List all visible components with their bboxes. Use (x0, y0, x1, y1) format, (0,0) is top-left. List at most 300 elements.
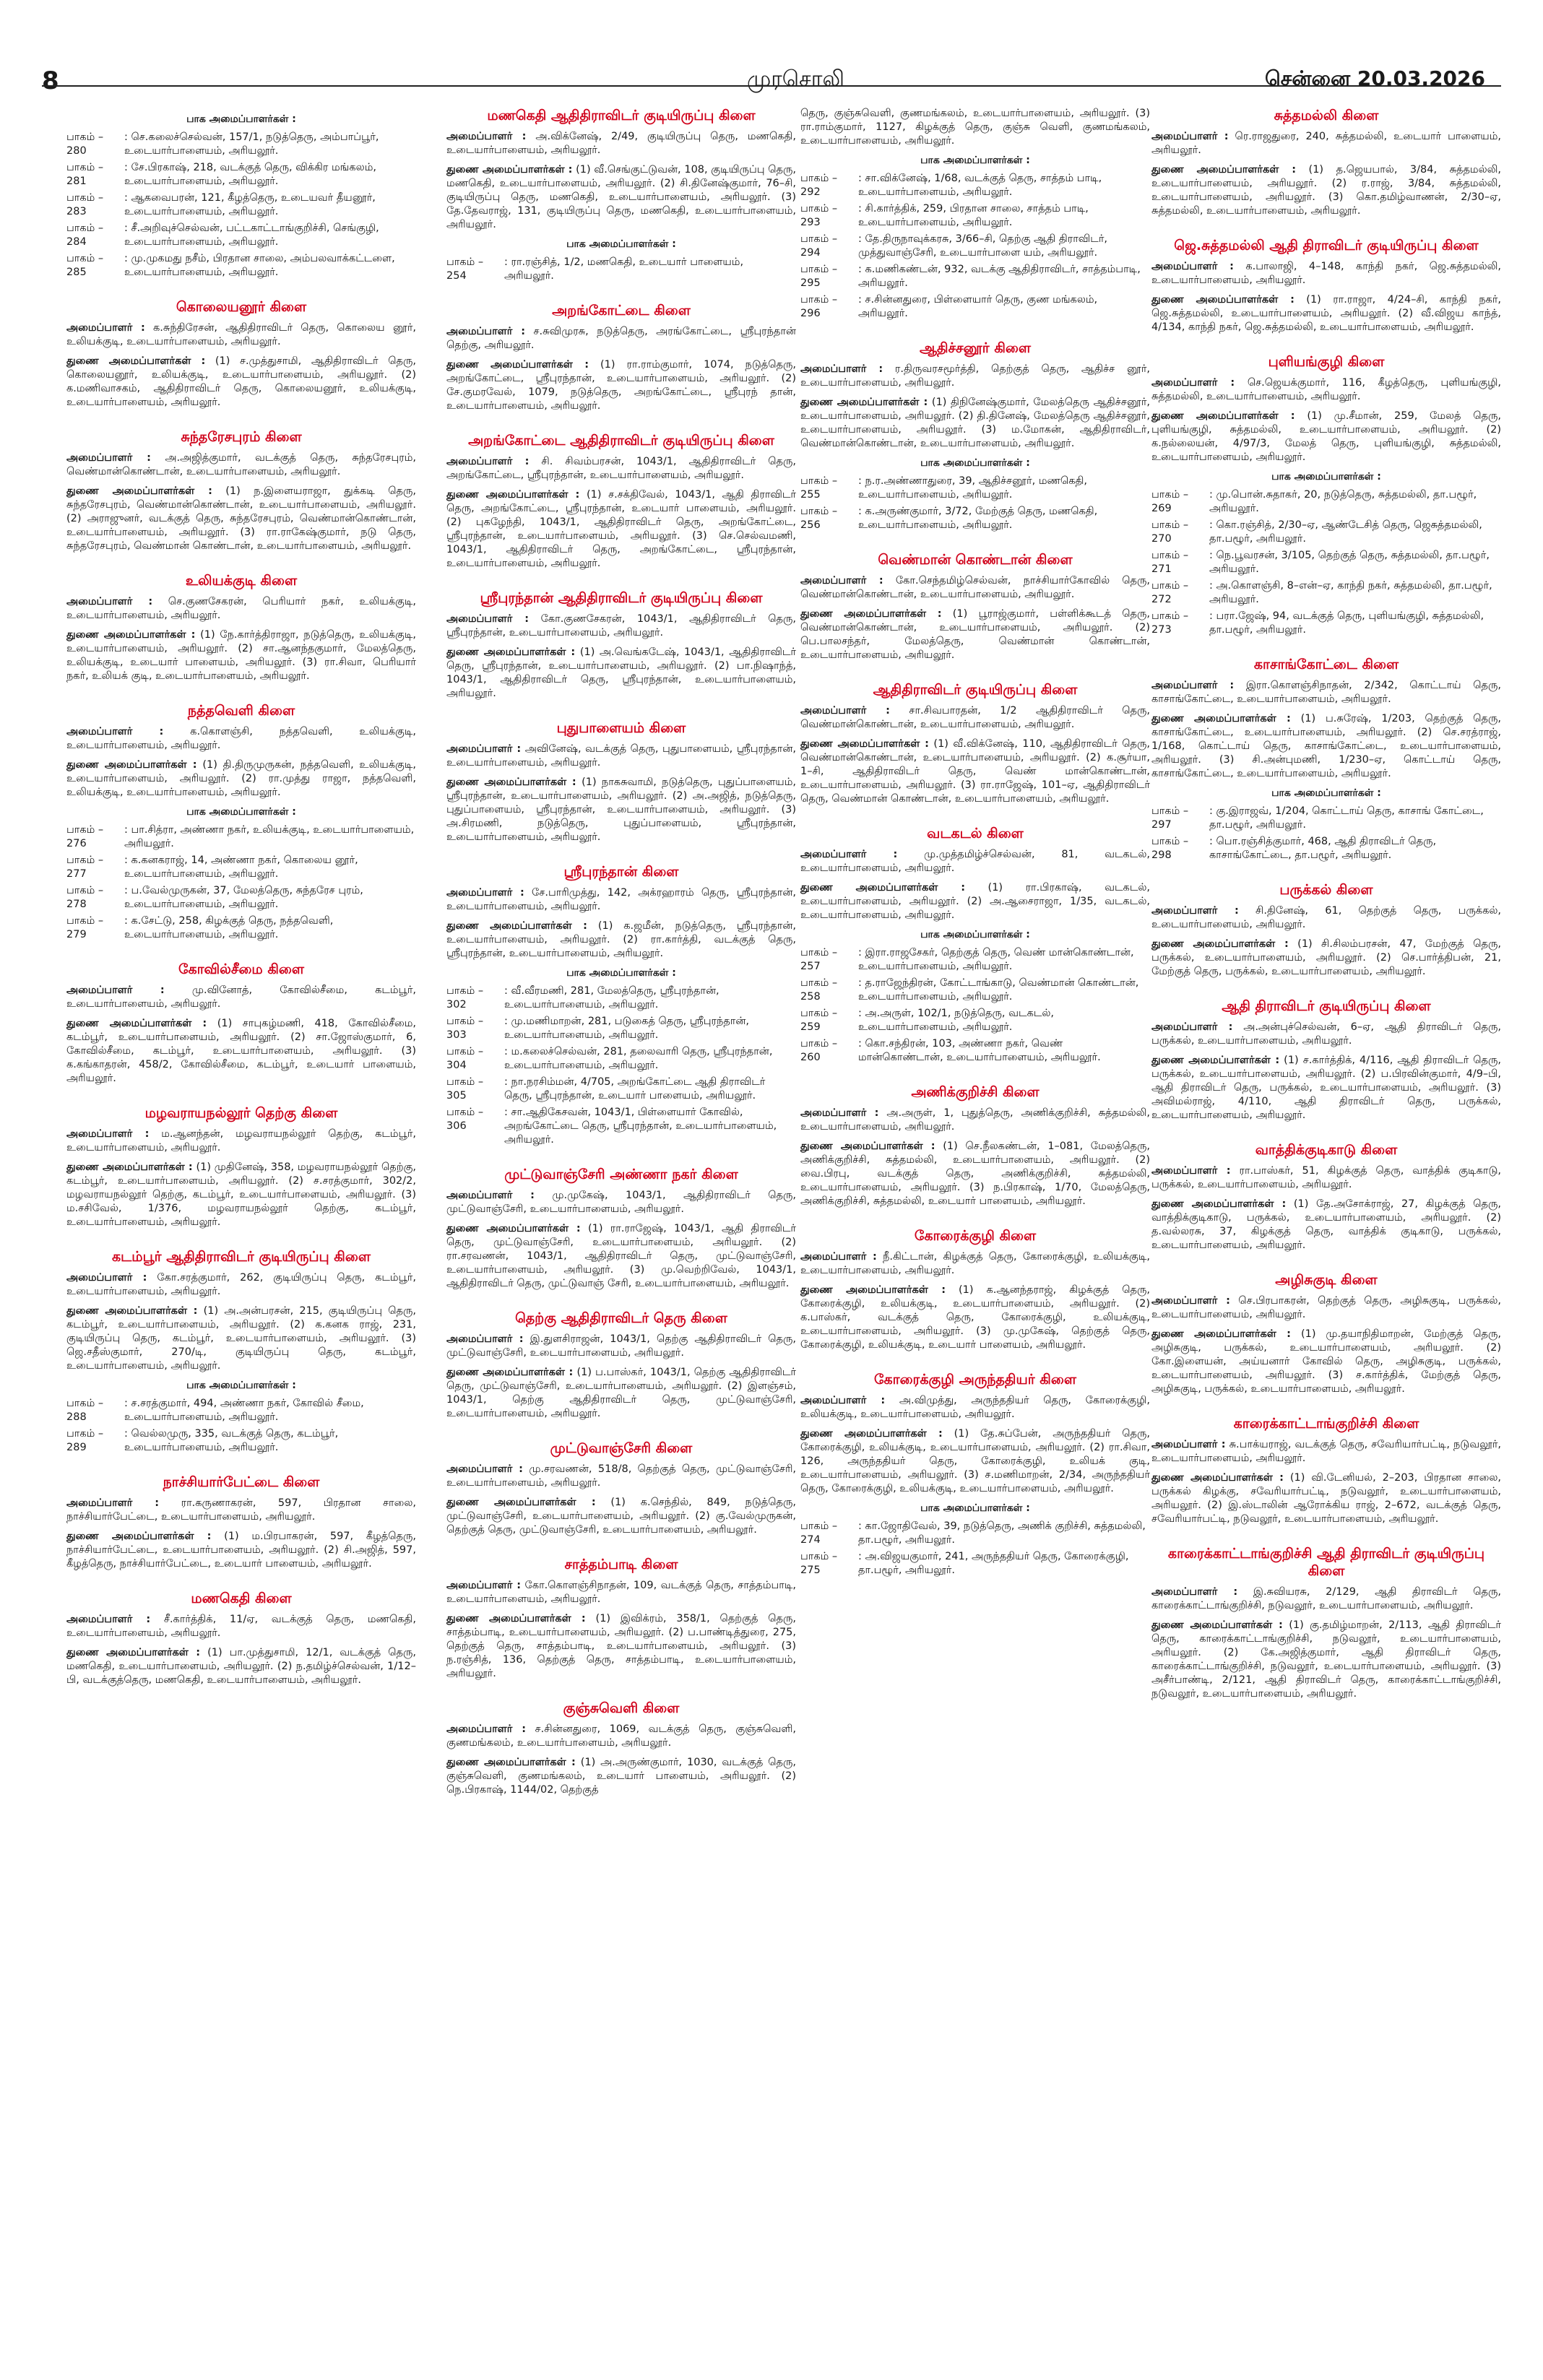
booth-entry (446, 1076, 796, 1103)
organiser-entry (66, 725, 416, 753)
role-label: அமைப்பாளர் : (446, 326, 526, 337)
booth-entry (66, 222, 416, 249)
organiser-details: (1) வி.டேனியல், 2–203, பிரதான சாலை, பருக்கல் கிழக்கு, சவேரியார்பட்டி, நடுவலூர், உடையார்பாளையம், அரியலூர். (2) இ.ஸ்டாலின் ஆரோக்கிய ராஜ், 2–672, வடக்குத் தெரு, சவேரியார்பட்டி, நடுவலூர், உடையார்பாளையம், அரியலூர். (1151, 1472, 1501, 1525)
organiser-entry (800, 1140, 1150, 1208)
branch-section (66, 572, 416, 683)
booth-organisers-subheading: பாக அமைப்பாளர்கள் : (186, 113, 296, 125)
role-label: துணை அமைப்பாளர்கள் : (66, 355, 206, 367)
organiser-details: (1) க.செந்தில், 849, நடுத்தெரு, முட்டுவாஞ்சேரி, உடையார்பாளையம், அரியலூர். (2) கு.வேல்முருகன், தெற்குத் தெரு, முட்டுவாஞ்சேரி, உடையார்பாளையம், அரியலூர். (446, 1497, 796, 1536)
organiser-entry (446, 488, 796, 571)
page-number: 8 (42, 66, 59, 95)
organiser-details: சி.தினேஷ், 61, தெற்குத் தெரு, பருக்கல், உடையார்பாளையம், அரியலூர். (1151, 905, 1501, 930)
booth-organisers-subheading: பாக அமைப்பாளர்கள் : (566, 967, 676, 979)
branch-section (66, 702, 416, 942)
role-label: துணை அமைப்பாளர்கள் : (66, 629, 196, 641)
organiser-entry (800, 396, 1150, 451)
booth-entry (66, 823, 416, 851)
role-label: அமைப்பாளர் : (66, 1272, 147, 1284)
organiser-entry (1151, 163, 1501, 218)
organiser-entry (1151, 1328, 1501, 1396)
organiser-details: ரா.பாஸ்கர், 51, கிழக்குத் தெரு, வாத்திக் குடிகாடு, பருக்கல், உடையார்பாளையம், அரியலூர். (1151, 1165, 1501, 1190)
booth-organisers-subheading: பாக அமைப்பாளர்கள் : (566, 238, 676, 250)
role-label: துணை அமைப்பாளர்கள் : (446, 1497, 596, 1508)
booth-entry (66, 252, 416, 280)
organiser-details: இ.சுவியரசு, 2/129, ஆதி திராவிடர் தெரு, காரைக்காட்டாங்குறிச்சி, நடுவலூர், உடையார்பாளையம், அரியலூர். (1151, 1586, 1501, 1611)
booth-organiser: : கொ.சந்திரன், 103, அண்ணா நகர், வெண் மான்கொண்டான், உடையார்பாளையம், அரியலூர். (858, 1038, 1101, 1063)
booth-entry (446, 1106, 796, 1147)
role-label: அமைப்பாளர் : (446, 1580, 522, 1591)
organiser-entry (446, 1723, 796, 1750)
organiser-entry (66, 1497, 416, 1524)
role-label: துணை அமைப்பாளர்கள் : (446, 359, 589, 371)
role-label: அமைப்பாளர் : (446, 1723, 527, 1735)
organiser-details: (1) ச.கார்த்திக், 4/116, ஆதி திராவிடர் தெரு, பருக்கல், உடையார்பாளையம், அரியலூர். (2) ப.பிரவின்குமார், 4/9–பி, ஆதி திராவிடர் தெரு, பருக்கல், உடையார்பாளையம், அரியலூர். (3) அவிமல்ராஜ், 4/110, ஆதி திராவிடர் தெரு, பருக்கல், உடையார்பாளையம், அரியலூர். (1151, 1055, 1501, 1121)
booth-entry (446, 985, 796, 1012)
booth-organiser: : நெ.பூவரசன், 3/105, தெற்குத் தெரு, சுத்தமல்லி, தா.பழூர், அரியலூர். (1209, 550, 1490, 575)
booth-number: பாகம் – 303 (446, 1016, 484, 1041)
role-label: அமைப்பாளர் : (66, 1128, 150, 1140)
organiser-entry (800, 848, 1150, 875)
branch-heading: அறங்கோட்டை கிளை (552, 303, 691, 319)
organiser-entry (1151, 1054, 1501, 1122)
role-label: துணை அமைப்பாளர்கள் : (1151, 1328, 1291, 1340)
column-4 (1151, 107, 1501, 2353)
booth-organiser: : அ.கொளஞ்சி, 8–என்–ஏ, காந்தி நகர், சுத்தமல்லி, தா.பழூர், அரியலூர். (1209, 580, 1492, 605)
branch-section (1151, 353, 1501, 637)
branch-heading: தெற்கு ஆதிதிராவிடர் தெரு கிளை (515, 1310, 727, 1326)
booth-entry (1151, 579, 1501, 607)
booth-entry (800, 233, 1150, 260)
organiser-entry (66, 628, 416, 683)
role-label: அமைப்பாளர் : (446, 456, 530, 467)
organiser-details: (1) சி.சிலம்பரசன், 47, மேற்குத் தெரு, பருக்கல், உடையார்பாளையம், அரியலூர். (2) செ.பார்த்திபன், 21, மேற்குத் தெரு, பருக்கல், உடையார்பாளையம், அரியலூர். (1151, 938, 1501, 977)
branch-section (1151, 1141, 1501, 1252)
organiser-details: (1) பூராஜ்குமார், பள்ளிக்கூடத் தெரு, வெண்மான்கொண்டான், உடையார்பாளையம், அரியலூர். (2) பெ.பாலசந்தர், மேலத்தெரு, வெண்மான் கொண்டான், உடையார்பாளையம், அரியலூர். (800, 608, 1150, 661)
booth-entry (800, 1037, 1150, 1065)
organiser-details: மு.வினோத், கோவில்சீமை, கடம்பூர், உடையார்பாளையம், அரியலூர். (66, 985, 416, 1010)
booth-organiser: : சி.கார்த்திக், 259, பிரதான சாலை, சாத்தம் பாடி, உடையார்பாளையம், அரியலூர். (858, 203, 1089, 228)
branch-heading: ஆதி திராவிடர் குடியிருப்பு கிளை (1222, 998, 1431, 1014)
organiser-details: (1) இவிக்ரம், 358/1, தெற்குத் தெரு, சாத்தம்பாடி, உடையார்பாளையம், அரியலூர். (2) ப.பாண்டித்துரை, 275, தெற்குத் தெரு, சாத்தம்பாடி, உடையார்பாளையம், அரியலூர். (3) ந.ரஞ்சித், 136, தெற்குத் தெரு, சாத்தம்பாடி, உடையார்பாளையம், அரியலூர். (446, 1613, 796, 1679)
booth-number: பாகம் – 280 (66, 131, 104, 157)
organiser-details: கோ.கொளஞ்சிநாதன், 109, வடக்குத் தெரு, சாத்தம்பாடி, உடையார்பாளையம், அரியலூர். (446, 1580, 796, 1605)
organiser-entry (800, 574, 1150, 602)
branch-heading: வெண்மான் கொண்டான் கிளை (878, 552, 1073, 568)
organiser-details: கோ.சரத்குமார், 262, குடியிருப்பு தெரு, கடம்பூர், உடையார்பாளையம், அரியலூர். (66, 1272, 416, 1297)
booth-organiser: : கு.இராஜவ், 1/204, கொட்டாய் தெரு, காசாங் கோட்டை, தா.பழூர், அரியலூர். (1209, 805, 1484, 831)
organiser-details: (1) ரா.ராஜேஷ், 1043/1, ஆதி திராவிடர் தெரு, முட்டுவாஞ்சேரி, உடையார்பாளையம், அரியலூர். (2) ரா.சரவணன், 1043/1, ஆதிதிராவிடர் தெரு, முட்டுவாஞ்சேரி, உடையார்பாளையம், அரியலூர். (3) மு.வெற்றிவேல், 1043/1, ஆதிதிராவிடர் தெரு, முட்டுவாஞ் சேரி, உடையார்பாளையம், அரியலூர். (446, 1223, 796, 1289)
role-label: அமைப்பாளர் : (66, 452, 151, 464)
role-label: துணை அமைப்பாளர்கள் : (446, 1613, 586, 1624)
booth-number: பாகம் – 277 (66, 854, 104, 880)
branch-section (800, 681, 1150, 806)
booth-entry (800, 1550, 1150, 1578)
role-label: அமைப்பாளர் : (800, 1107, 879, 1119)
booth-organiser: : செ.கலைச்செல்வன், 157/1, நடுத்தெரு, அம்பாப்பூர், உடையார்பாளையம், அரியலூர். (124, 131, 379, 157)
organiser-entry (66, 485, 416, 553)
booth-entry (1151, 610, 1501, 637)
booth-number: பாகம் – 254 (446, 256, 484, 282)
branch-section (800, 825, 1150, 1065)
booth-organisers-subheading: பாக அமைப்பாளர்கள் : (920, 155, 1030, 166)
organiser-details: க.கொளஞ்சி, நத்தவெளி, உலியக்குடி, உடையார்பாளையம், அரியலூர். (66, 726, 416, 751)
role-label: துணை அமைப்பாளர்கள் : (66, 1161, 193, 1173)
booth-entry (66, 854, 416, 881)
branch-heading: புளியங்குழி கிளை (1268, 354, 1385, 370)
organiser-entry (1151, 1619, 1501, 1701)
branch-heading: கடம்பூர் ஆதிதிராவிடர் குடியிருப்பு கிளை (112, 1249, 371, 1265)
booth-organiser: : அ.அருள், 102/1, நடுத்தெரு, வடகடல், உடையார்பாளையம், அரியலூர். (858, 1008, 1055, 1033)
organiser-entry (800, 107, 1150, 148)
organiser-details: அ.அருள், 1, புதுத்தெரு, அணிக்குறிச்சி, சுத்தமல்லி, உடையார்பாளையம், அரியலூர். (800, 1107, 1150, 1133)
organiser-entry (66, 595, 416, 623)
organiser-details: (1) வீ.விக்னேஷ், 110, ஆதிதிராவிடர் தெரு, வெண்மான்கொண்டான், உடையார்பாளையம், அரியலூர். (2) க.சூர்யா, 1–சி, ஆதிதிராவிடர் தெரு, வெண் மான்கொண்டான், உடையார்பாளையம், அரியலூர். (3) ரா.ராஜேஷ், 101–ஏ, ஆதிதிராவிடர் தெரு, வெண்மான் கொண்டான், உடையார்பாளையம், அரியலூர். (800, 738, 1150, 805)
role-label: அமைப்பாளர் : (1151, 1021, 1233, 1033)
organiser-entry (1151, 1021, 1501, 1048)
booth-number: பாகம் – 255 (800, 475, 838, 501)
branch-heading: காரைக்காட்டாங்குறிச்சி ஆதி திராவிடர் குடியிருப்பு கிளை (1167, 1546, 1485, 1579)
booth-organiser: : கொ.ரஞ்சித், 2/30–ஏ, ஆண்டேசித் தெரு, ஜெசுத்தமல்லி, தா.பழூர், அரியலூர். (1209, 519, 1482, 545)
organiser-details: ச.சின்னதுரை, 1069, வடக்குத் தெரு, குஞ்சுவெளி, குணமங்கலம், உடையார்பாளையம், அரியலூர். (446, 1723, 796, 1749)
booth-number: பாகம் – 257 (800, 947, 838, 972)
organiser-entry (1151, 1294, 1501, 1322)
booth-organiser: : பொ.ரஞ்சித்குமார், 468, ஆதி திராவிடர் தெரு, காசாங்கோட்டை, தா.பழூர், அரியலூர். (1209, 836, 1437, 861)
booth-entry (800, 263, 1150, 290)
branch-heading: ஆதிதிராவிடர் குடியிருப்பு கிளை (873, 682, 1078, 698)
organiser-details: கோ.செந்தமிழ்செல்வன், நாச்சியார்கோவில் தெரு, வெண்மான்கொண்டான், உடையார்பாளையம், அரியலூர். (800, 575, 1150, 600)
booth-organiser: : மு.பொன்.சுதாகர், 20, நடுத்தெரு, சுத்தமல்லி, தா.பழூர், அரியலூர். (1209, 489, 1477, 514)
role-label: துணை அமைப்பாளர்கள் : (66, 1647, 201, 1658)
role-label: அமைப்பாளர் : (1151, 377, 1235, 389)
branch-heading: சாத்தம்பாடி கிளை (564, 1557, 678, 1572)
booth-entry (1151, 835, 1501, 862)
booth-organiser: : ந.ர.அண்ணாதுரை, 39, ஆதிச்சனூர், மணகெதி, உடையார்பாளையம், அரியலூர். (858, 475, 1087, 501)
booth-entry (446, 1015, 796, 1042)
organiser-details: (1) ந.இளையராஜா, துக்கடி தெரு, சுந்தரேசபுரம், வெண்மான்கொண்டான், உடையார்பாளையம், அரியலூர். (2) அராஜுனர், வடக்குத் தெரு, சுந்தரேசபுரம், வெண்மான்கொண்டான், உடையார்பாளையம், அரியலூர். (3) ரா.ராகேஷ்குமார், நடு தெரு, சுந்தரேசபுரம், வெண்மான் கொண்டான், உடையார்பாளையம், அரியலூர். (66, 485, 416, 552)
role-label: அமைப்பாளர் : (446, 131, 527, 142)
organiser-entry (66, 355, 416, 410)
role-label: அமைப்பாளர் : (1151, 261, 1234, 272)
booth-number: பாகம் – 281 (66, 162, 104, 187)
role-label: துணை அமைப்பாளர்கள் : (800, 882, 966, 893)
booth-organiser: : சே.பிரகாஷ், 218, வடக்குத் தெரு, விக்கிர மங்கலம், உடையார்பாளையம், அரியலூர். (124, 162, 376, 187)
booth-entry (446, 1045, 796, 1073)
branch-section (446, 1556, 796, 1681)
branch-section (446, 1166, 796, 1291)
role-label: துணை அமைப்பாளர்கள் : (446, 646, 576, 658)
branch-section (800, 1371, 1150, 1578)
branch-section (446, 589, 796, 701)
organiser-details: அ.விக்னேஷ், 2/49, குடியிருப்பு தெரு, மணகெதி, உடையார்பாளையம், அரியலூர். (446, 131, 796, 156)
organiser-details: (1) ப.சுரேஷ், 1/203, தெற்குத் தெரு, காசாங்கோட்டை, உடையார்பாளையம், அரியலூர். (2) செ.சரத்ராஜ், 1/168, கொட்டாய் தெரு, காசாங்கோட்டை, உடையார்பாளையம், அரியலூர். (3) சி.அன்புமணி, 1/230–ஏ, கொட்டாய் தெரு, காசாங்கோட்டை, உடையார்பாளையம், அரியலூர். (1151, 713, 1501, 779)
role-label: அமைப்பாளர் : (446, 1190, 535, 1201)
role-label: துணை அமைப்பாளர்கள் : (800, 1284, 946, 1296)
organiser-details: இரா.கொளஞ்சிநாதன், 2/342, கொட்டாய் தெரு, காசாங்கோட்டை, உடையார்பாளையம், அரியலூர். (1151, 680, 1501, 705)
branch-heading: அறங்கோட்டை ஆதிதிராவிடர் குடியிருப்பு கிளை (468, 433, 774, 449)
organiser-details: (1) வீ.செங்குட்டுவன், 108, குடியிருப்பு தெரு, மணகெதி, உடையார்பாளையம், அரியலூர். (2) சி.தினேஷ்குமார், 76–சி, குடியிருப்பு தெரு, மணகெதி, உடையார்பாளையம், அரியலூர். (3) தே.தேவராஜ், 131, குடியிருப்பு தெரு, மணகெதி, உடையார்பாளையம், அரியலூர். (446, 164, 796, 230)
organiser-details: ரெ.ராஜதுரை, 240, சுத்தமல்லி, உடையார் பாளையம், அரியலூர். (1151, 131, 1501, 156)
organiser-details: ர.திருவரசமூர்த்தி, தெற்குத் தெரு, ஆதிச்ச னூர், உடையார்பாளையம், அரியலூர். (800, 363, 1150, 389)
branch-heading: அழிசுகுடி கிளை (1275, 1272, 1378, 1288)
booth-organiser: : சா.ஆதிகேசவன், 1043/1, பிள்ளையார் கோவில், அறங்கோட்டை தெரு, ஸ்ரீபுரந்தான், உடையார்பாளையம், அரியலூர். (504, 1107, 777, 1146)
booth-organiser: : க.மணிகண்டன், 932, வடக்கு ஆதிதிராவிடர், சாத்தம்பாடி, அரியலூர். (858, 264, 1141, 289)
organiser-details: (1) க.ஆனந்தராஜ், கிழக்குத் தெரு, கோரைக்குழி, உலியக்குடி, உடையார்பாளையம், அரியலூர். (2) க.பாஸ்கர், வடக்குத் தெரு, கோரைக்குழி, உலியக்குடி, உடையார்பாளையம், அரியலூர். (3) மு.முகேஷ், தெற்குத் தெரு, கோரைக்குழி, உலியக்குடி, உடையார் பாளையம், அரியலூர். (800, 1284, 1150, 1351)
booth-number: பாகம் – 278 (66, 885, 104, 910)
branch-heading: வாத்திக்குடிகாடு கிளை (1255, 1142, 1398, 1158)
branch-section (66, 1104, 416, 1229)
branch-section (66, 1248, 416, 1455)
branch-heading: சுத்தமல்லி கிளை (1274, 108, 1379, 124)
organiser-details: சே.பாரிமுத்து, 142, அக்ரஹாரம் தெரு, ஸ்ரீபுரந்தான், உடையார்பாளையம், அரியலூர். (446, 887, 796, 912)
branch-section (446, 107, 796, 283)
branch-section (66, 961, 416, 1086)
organiser-entry (66, 1613, 416, 1640)
booth-organiser: : அ.விஜயகுமார், 241, அருந்ததியர் தெரு, கோரைக்குழி, தா.பழூர், அரியலூர். (858, 1551, 1129, 1576)
organiser-entry (66, 758, 416, 800)
role-label: அமைப்பாளர் : (800, 705, 890, 717)
role-label: துணை அமைப்பாளர்கள் : (1151, 1055, 1280, 1066)
organiser-entry (446, 163, 796, 232)
role-label: துணை அமைப்பாளர்கள் : (800, 608, 942, 620)
organiser-entry (800, 737, 1150, 806)
organiser-details: சா.சிவபாரதன், 1/2 ஆதிதிராவிடர் தெரு, வெண்மான்கொண்டான், உடையார்பாளையம், அரியலூர். (800, 705, 1150, 730)
booth-organiser: : ச.சின்னதுரை, பிள்ளையார் தெரு, குண மங்கலம், அரியலூர். (858, 294, 1098, 319)
branch-section (446, 863, 796, 1147)
organiser-details: ச.சுவிமுரசு, நடுத்தெரு, அரங்கோட்டை, ஸ்ரீபுரந்தான் தெற்கு, அரியலூர். (446, 326, 796, 351)
masthead-rule (42, 85, 1501, 87)
organiser-entry (800, 1107, 1150, 1134)
organiser-entry (1151, 938, 1501, 979)
booth-number: பாகம் – 293 (800, 203, 838, 228)
branch-section (1151, 881, 1501, 979)
organiser-entry (446, 919, 796, 961)
booth-entry (1151, 519, 1501, 546)
booth-organiser: : க.அருண்குமார், 3/72, மேற்குத் தெரு, மணகெதி, உடையார்பாளையம், அரியலூர். (858, 506, 1098, 531)
booth-number: பாகம் – 272 (1151, 580, 1189, 605)
organiser-details: ம.ஆனந்தன், மழவராயநல்லூர் தெற்கு, கடம்பூர், உடையார்பாளையம், அரியலூர். (66, 1128, 416, 1154)
organiser-details: (1) அ.அன்பரசன், 215, குடியிருப்பு தெரு, கடம்பூர், உடையார்பாளையம், அரியலூர். (2) க.கனக ராஜ், 231, குடியிருப்பு தெரு, கடம்பூர், உடையார்பாளையம், அரியலூர். (3) ஜெ.சதீஸ்குமார், 270/டி, குடியிருப்பு தெரு, கடம்பூர், உடையார்பாளையம், அரியலூர். (66, 1305, 416, 1372)
organiser-entry (446, 1366, 796, 1421)
branch-section (1151, 656, 1501, 862)
organiser-details: மு.முகேஷ், 1043/1, ஆதிதிராவிடர் தெரு, முட்டுவாஞ்சேரி, உடையார்பாளையம், அரியலூர். (446, 1190, 796, 1215)
organiser-entry (446, 1189, 796, 1216)
booth-entry (800, 202, 1150, 230)
booth-organisers-subheading: பாக அமைப்பாளர்கள் : (920, 1502, 1030, 1514)
organiser-details: (1) தே.சுப்பேன், அருந்ததியர் தெரு, கோரைக்குழி, உலியக்குடி, உடையார்பாளையம், அரியலூர். (2) ரா.சிவா, 126, அருந்ததியர் தெரு, கோரைக்குழி, உலியக் குடி, உடையார்பாளையம், அரியலூர். (3) ச.மணிமாறன், 2/34, அருந்ததியர் தெரு, கோரைக்குழி, உலியக்குடி, உடையார்பாளையம், அரியலூர். (800, 1428, 1150, 1494)
booth-entry (800, 293, 1150, 321)
role-label: அமைப்பாளர் : (446, 887, 524, 899)
role-label: அமைப்பாளர் : (800, 1395, 886, 1406)
booth-number: பாகம் – 256 (800, 506, 838, 531)
booth-organiser: : த.ராஜேந்திரன், கோட்டாங்காடு, வெண்மான் கொண்டான், உடையார்பாளையம், அரியலூர். (858, 977, 1139, 1003)
branch-heading: குஞ்சுவெளி கிளை (563, 1700, 680, 1716)
role-label: துணை அமைப்பாளர்கள் : (446, 1367, 574, 1378)
branch-heading: கொலையனூர் கிளை (176, 299, 307, 315)
booth-entry (1151, 805, 1501, 832)
role-label: துணை அமைப்பாளர்கள் : (1151, 1198, 1287, 1210)
branch-section (800, 107, 1150, 321)
organiser-details: அ.விமுத்து, அருந்ததியர் தெரு, கோரைக்குழி, உலியக்குடி, உடையார்பாளையம், அரியலூர். (800, 1395, 1150, 1420)
city-date: சென்னை 20.03.2026 (1265, 66, 1485, 90)
organiser-details: (1) முதினேஷ், 358, மழவராயநல்லூர் தெற்கு, கடம்பூர், உடையார்பாளையம், அரியலூர். (2) ச.சரத்குமார், 302/2, மழவராயநல்லூர் தெற்கு, கடம்பூர், உடையார்பாளையம், அரியலூர். (3) ம.சசிவேல், 1/376, மழவராயநல்லூர் தெற்கு, கடம்பூர், உடையார்பாளையம், அரியலூர். (66, 1161, 416, 1228)
organiser-entry (1151, 679, 1501, 706)
booth-organiser: : ப.வேல்முருகன், 37, மேலத்தெரு, சுந்தரேச புரம், உடையார்பாளையம், அரியலூர். (124, 885, 363, 910)
organiser-details: (1) த.ஜெயபால், 3/84, சுத்தமல்லி, உடையார்பாளையம், அரியலூர். (2) ர.ராஜ், 3/84, சுத்தமல்லி, உடையார்பாளையம், அரியலூர். (3) கொ.தமிழ்வாணன், 2/30–ஏ, சுத்தமல்லி, உடையார்பாளையம், அரியலூர். (1151, 164, 1501, 217)
booth-number: பாகம் – 295 (800, 264, 838, 289)
branch-section (1151, 1545, 1501, 1701)
organiser-entry (800, 1427, 1150, 1496)
booth-entry (800, 977, 1150, 1004)
branch-section (66, 1474, 416, 1571)
booth-entry (800, 475, 1150, 502)
branch-section (446, 1440, 796, 1537)
booth-entry (800, 505, 1150, 532)
organiser-details: செ.பிரபாகரன், தெற்குத் தெரு, அழிசுகுடி, பருக்கல், உடையார்பாளையம், அரியலூர். (1151, 1295, 1501, 1320)
booth-number: பாகம் – 294 (800, 233, 838, 259)
branch-section (1151, 1271, 1501, 1396)
branch-section (446, 302, 796, 413)
organiser-entry (446, 1756, 796, 1797)
booth-number: பாகம் – 269 (1151, 489, 1189, 514)
organiser-details: செ.குணசேகரன், பெரியார் நகர், உலியக்குடி, உடையார்பாளையம், அரியலூர். (66, 596, 416, 621)
organiser-details: சு.பாக்யராஜ், வடக்குத் தெரு, சவேரியார்பட்டி, நடுவலூர், உடையார்பாளையம், அரியலூர். (1151, 1439, 1501, 1464)
booth-number: பாகம் – 284 (66, 222, 104, 248)
branch-section (446, 1310, 796, 1421)
role-label: துணை அமைப்பாளர்கள் : (800, 738, 929, 750)
organiser-entry (446, 886, 796, 914)
branch-section (1151, 998, 1501, 1122)
organiser-entry (446, 325, 796, 352)
booth-organiser: : மு.மணிமாறன், 281, படுகைத் தெரு, ஸ்ரீபுரந்தான், உடையார்பாளையம், அரியலூர். (504, 1016, 750, 1041)
role-label: துணை அமைப்பாளர்கள் : (800, 397, 928, 408)
branch-heading: காரைக்காட்டாங்குறிச்சி கிளை (1233, 1416, 1419, 1432)
organiser-entry (66, 1530, 416, 1571)
branch-heading: பருக்கல் கிளை (1279, 882, 1373, 898)
branch-heading: முட்டுவாஞ்சேரி கிளை (550, 1440, 693, 1456)
role-label: அமைப்பாளர் : (66, 1497, 160, 1509)
branch-heading: நத்தவெளி கிளை (187, 703, 295, 719)
booth-number: பாகம் – 289 (66, 1428, 104, 1453)
organiser-entry (1151, 712, 1501, 781)
role-label: துணை அமைப்பாளர்கள் : (1151, 1619, 1283, 1631)
role-label: துணை அமைப்பாளர்கள் : (66, 759, 197, 771)
organiser-entry (446, 613, 796, 640)
organiser-entry (446, 130, 796, 157)
branch-section (66, 428, 416, 553)
organiser-details: (1) பா.முத்துசாமி, 12/1, வடக்குத் தெரு, மணகெதி, உடையார்பாளையம், அரியலூர். (2) ந.தமிழ்ச்செல்வன், 1/12–பி, வடக்குத்தெரு, மணகெதி, உடையார்பாளையம், அரியலூர். (66, 1647, 416, 1686)
branch-heading: ஸ்ரீபுரந்தான் ஆதிதிராவிடர் குடியிருப்பு கிளை (480, 590, 763, 606)
booth-number: பாகம் – 276 (66, 824, 104, 849)
branch-heading: காசாங்கோட்டை கிளை (1253, 657, 1399, 672)
organiser-details: (1) நே.கார்த்திராஜா, நடுத்தெரு, உலியக்குடி, உடையார்பாளையம், அரியலூர். (2) சா.ஆனந்தகுமார், மேலத்தெரு, உலியக்குடி, உடையார் பாளையம், அரியலூர். (3) ரா.சிவா, பெரியார் நகர், உலியக் குடி, உடையார்பாளையம், அரியலூர். (66, 629, 416, 682)
booth-entry (66, 884, 416, 912)
booth-organiser: : ரா.ரஞ்சித், 1/2, மணகெதி, உடையார் பாளையம், அரியலூர். (504, 256, 744, 282)
booth-organiser: : பரா.ஜேஷ், 94, வடக்குத் தெரு, புளியங்குழி, சுத்தமல்லி, தா.பழூர், அரியலூர். (1209, 610, 1484, 636)
organiser-details: அ.அன்புச்செல்வன், 6–ஏ, ஆதி திராவிடர் தெரு, பருக்கல், உடையார்பாளையம், அரியலூர். (1151, 1021, 1501, 1047)
organiser-entry (66, 321, 416, 349)
role-label: துணை அமைப்பாளர்கள் : (800, 1428, 943, 1440)
booth-entry (66, 131, 416, 158)
role-label: அமைப்பாளர் : (1151, 1586, 1238, 1598)
booth-organiser: : பா.சித்ரா, அண்ணா நகர், உலியக்குடி, உடையார்பாளையம், அரியலூர். (124, 824, 415, 849)
organiser-entry (446, 776, 796, 844)
organiser-entry (66, 1646, 416, 1687)
booth-number: பாகம் – 285 (66, 253, 104, 278)
booth-organisers-subheading: பாக அமைப்பாளர்கள் : (920, 929, 1030, 940)
booth-organiser: : ஆகவைபரன், 121, கீழத்தெரு, உடையவர் தீயனூர், உடையார்பாளையம், அரியலூர். (124, 192, 376, 217)
role-label: துணை அமைப்பாளர்கள் : (446, 776, 576, 788)
booth-entry (1151, 549, 1501, 576)
branch-heading: மழவராயநல்லூர் தெற்கு கிளை (144, 1105, 338, 1121)
role-label: துணை அமைப்பாளர்கள் : (66, 1018, 207, 1029)
booth-organiser: : க.கனகராஜ், 14, அண்ணா நகர், கொலைய னூர், உடையார்பாளையம், அரியலூர். (124, 854, 358, 880)
organiser-details: நீ.கிட்டான், கிழக்குத் தெரு, கோரைக்குழி, உலியக்குடி, உடையார்பாளையம், அரியலூர். (800, 1251, 1150, 1276)
organiser-entry (800, 1250, 1150, 1278)
branch-heading: வடகடல் கிளை (927, 826, 1024, 841)
booth-number: பாகம் – 283 (66, 192, 104, 217)
role-label: துணை அமைப்பாளர்கள் : (446, 489, 580, 501)
booth-entry (1151, 488, 1501, 516)
booth-number: பாகம் – 270 (1151, 519, 1189, 545)
booth-number: பாகம் – 259 (800, 1008, 838, 1033)
booth-organiser: : வெல்லமுரு, 335, வடக்குத் தெரு, கடம்பூர், உடையார்பாளையம், அரியலூர். (124, 1428, 339, 1453)
booth-organisers-subheading: பாக அமைப்பாளர்கள் : (186, 1380, 296, 1391)
booth-organisers-subheading: பாக அமைப்பாளர்கள் : (1271, 787, 1381, 799)
branch-heading: கோரைக்குழி கிளை (914, 1228, 1037, 1244)
organiser-details: (1) ரா.ராஜா, 4/24–சி, காந்தி நகர், ஜெ.சுத்தமல்லி, உடையார்பாளையம், அரியலூர். (2) வீ.விஜய காந்த், 4/134, காந்தி நகர், ஜெ.சுத்தமல்லி, உடையார்பாளையம், அரியலூர். (1151, 294, 1501, 333)
organiser-details: ரா.கருணாகரன், 597, பிரதான சாலை, நாச்சியார்பேட்டை, உடையார்பாளையம், அரியலூர். (66, 1497, 416, 1523)
masthead (0, 0, 1543, 95)
booth-number: பாகம் – 273 (1151, 610, 1189, 636)
organiser-entry (446, 455, 796, 483)
branch-section (800, 1227, 1150, 1352)
branch-section (66, 113, 416, 280)
role-label: துணை அமைப்பாளர்கள் : (66, 1531, 212, 1542)
booth-number: பாகம் – 274 (800, 1520, 838, 1546)
organiser-entry (1151, 130, 1501, 157)
organiser-entry (446, 1463, 796, 1490)
booth-organisers-subheading: பாக அமைப்பாளர்கள் : (186, 806, 296, 818)
organiser-entry (1151, 1585, 1501, 1613)
booth-organiser: : வீ.வீரமணி, 281, மேலத்தெரு, ஸ்ரீபுரந்தான், உடையார்பாளையம், அரியலூர். (504, 985, 719, 1011)
role-label: அமைப்பாளர் : (1151, 1165, 1231, 1177)
organiser-details: (1) திநினேஷ்குமார், மேலத்தெரு ஆதிச்சனூர், உடையார்பாளையம், அரியலூர். (2) தி.தினேஷ், மேலத்தெரு ஆதிச்சனூர், உடையார்பாளையம், அரியலூர். (3) ம.மோகன், ஆதிதிராவிடர், வெண்மான்கொண்டான், உடையார்பாளையம், அரியலூர். (800, 397, 1150, 449)
organiser-details: (1) ப.பாஸ்கர், 1043/1, தெற்கு ஆதிதிராவிடர் தெரு, முட்டுவாஞ்சேரி, உடையார்பாளையம், அரியலூர். (2) இளஞ்சம், 1043/1, தெற்கு ஆதிதிராவிடர் தெரு, முட்டுவாஞ்சேரி, உடையார்பாளையம், அரியலூர். (446, 1367, 796, 1419)
branch-section (446, 432, 796, 571)
organiser-details: சி. சிவம்பரசன், 1043/1, ஆதிதிராவிடர் தெரு, அறங்கோட்டை, ஸ்ரீபுரந்தான், உடையார்பாளையம், அரியலூர். (446, 456, 796, 481)
role-label: துணை அமைப்பாளர்கள் : (1151, 164, 1297, 176)
role-label: அமைப்பாளர் : (446, 1333, 524, 1345)
organiser-details: (1) ச.சக்திவேல், 1043/1, ஆதி திராவிடர் தெரு, அறங்கோட்டை, ஸ்ரீபுரந்தான், உடையார் பாளையம், அரியலூர். (2) புகழேந்தி, 1043/1, ஆதிதிராவிடர் தெரு, அறங்கோட்டை, ஸ்ரீபுரந்தான், உடையார்பாளையம், அரியலூர். (3) செ.செல்வமணி, 1043/1, ஆதிதிராவிடர் தெரு, அறங்கோட்டை, ஸ்ரீபுரந்தான், உடையார்பாளையம், அரியலூர். (446, 489, 796, 569)
branch-heading: அணிக்குறிச்சி கிளை (911, 1084, 1040, 1100)
role-label: துணை அமைப்பாளர்கள் : (66, 1305, 198, 1317)
organiser-entry (446, 743, 796, 770)
role-label: அமைப்பாளர் : (446, 613, 530, 625)
booth-organiser: : க.சேட்டு, 258, கிழக்குத் தெரு, நத்தவெளி, உடையார்பாளையம், அரியலூர். (124, 915, 334, 940)
branch-section (446, 1700, 796, 1797)
role-label: துணை அமைப்பாளர்கள் : (446, 920, 587, 932)
organiser-details: (1) செ.நீலகண்டன், 1–081, மேலத்தெரு, அணிக்குறிச்சி, சுத்தமல்லி, உடையார்பாளையம், அரியலூர். (2) வை.பிரபு, வடக்குத் தெரு, அணிக்குறிச்சி, சுத்தமல்லி, உடையார்பாளையம், அரியலூர். (3) ந.பிரகாஷ், 1/70, மேலத்தெரு, அணிக்குறிச்சி, சுத்தமல்லி, உடையார் பாளையம், அரியலூர். (800, 1141, 1150, 1207)
organiser-entry (66, 1161, 416, 1229)
role-label: அமைப்பாளர் : (66, 726, 164, 737)
branch-section (66, 1590, 416, 1687)
role-label: அமைப்பாளர் : (800, 575, 883, 587)
organiser-entry (446, 646, 796, 701)
role-label: துணை அமைப்பாளர்கள் : (1151, 938, 1289, 950)
booth-organiser: : நா.நரசிம்மன், 4/705, அறங்கோட்டை ஆதி திராவிடர் தெரு, ஸ்ரீபுரந்தான், உடையார் பாளையம், அரியலூர். (504, 1076, 766, 1102)
organiser-details: க.பாலாஜி, 4–148, காந்தி நகர், ஜெ.சுத்தமல்லி, உடையார்பாளையம், அரியலூர். (1151, 261, 1501, 286)
booth-organisers-subheading: பாக அமைப்பாளர்கள் : (1271, 471, 1381, 483)
